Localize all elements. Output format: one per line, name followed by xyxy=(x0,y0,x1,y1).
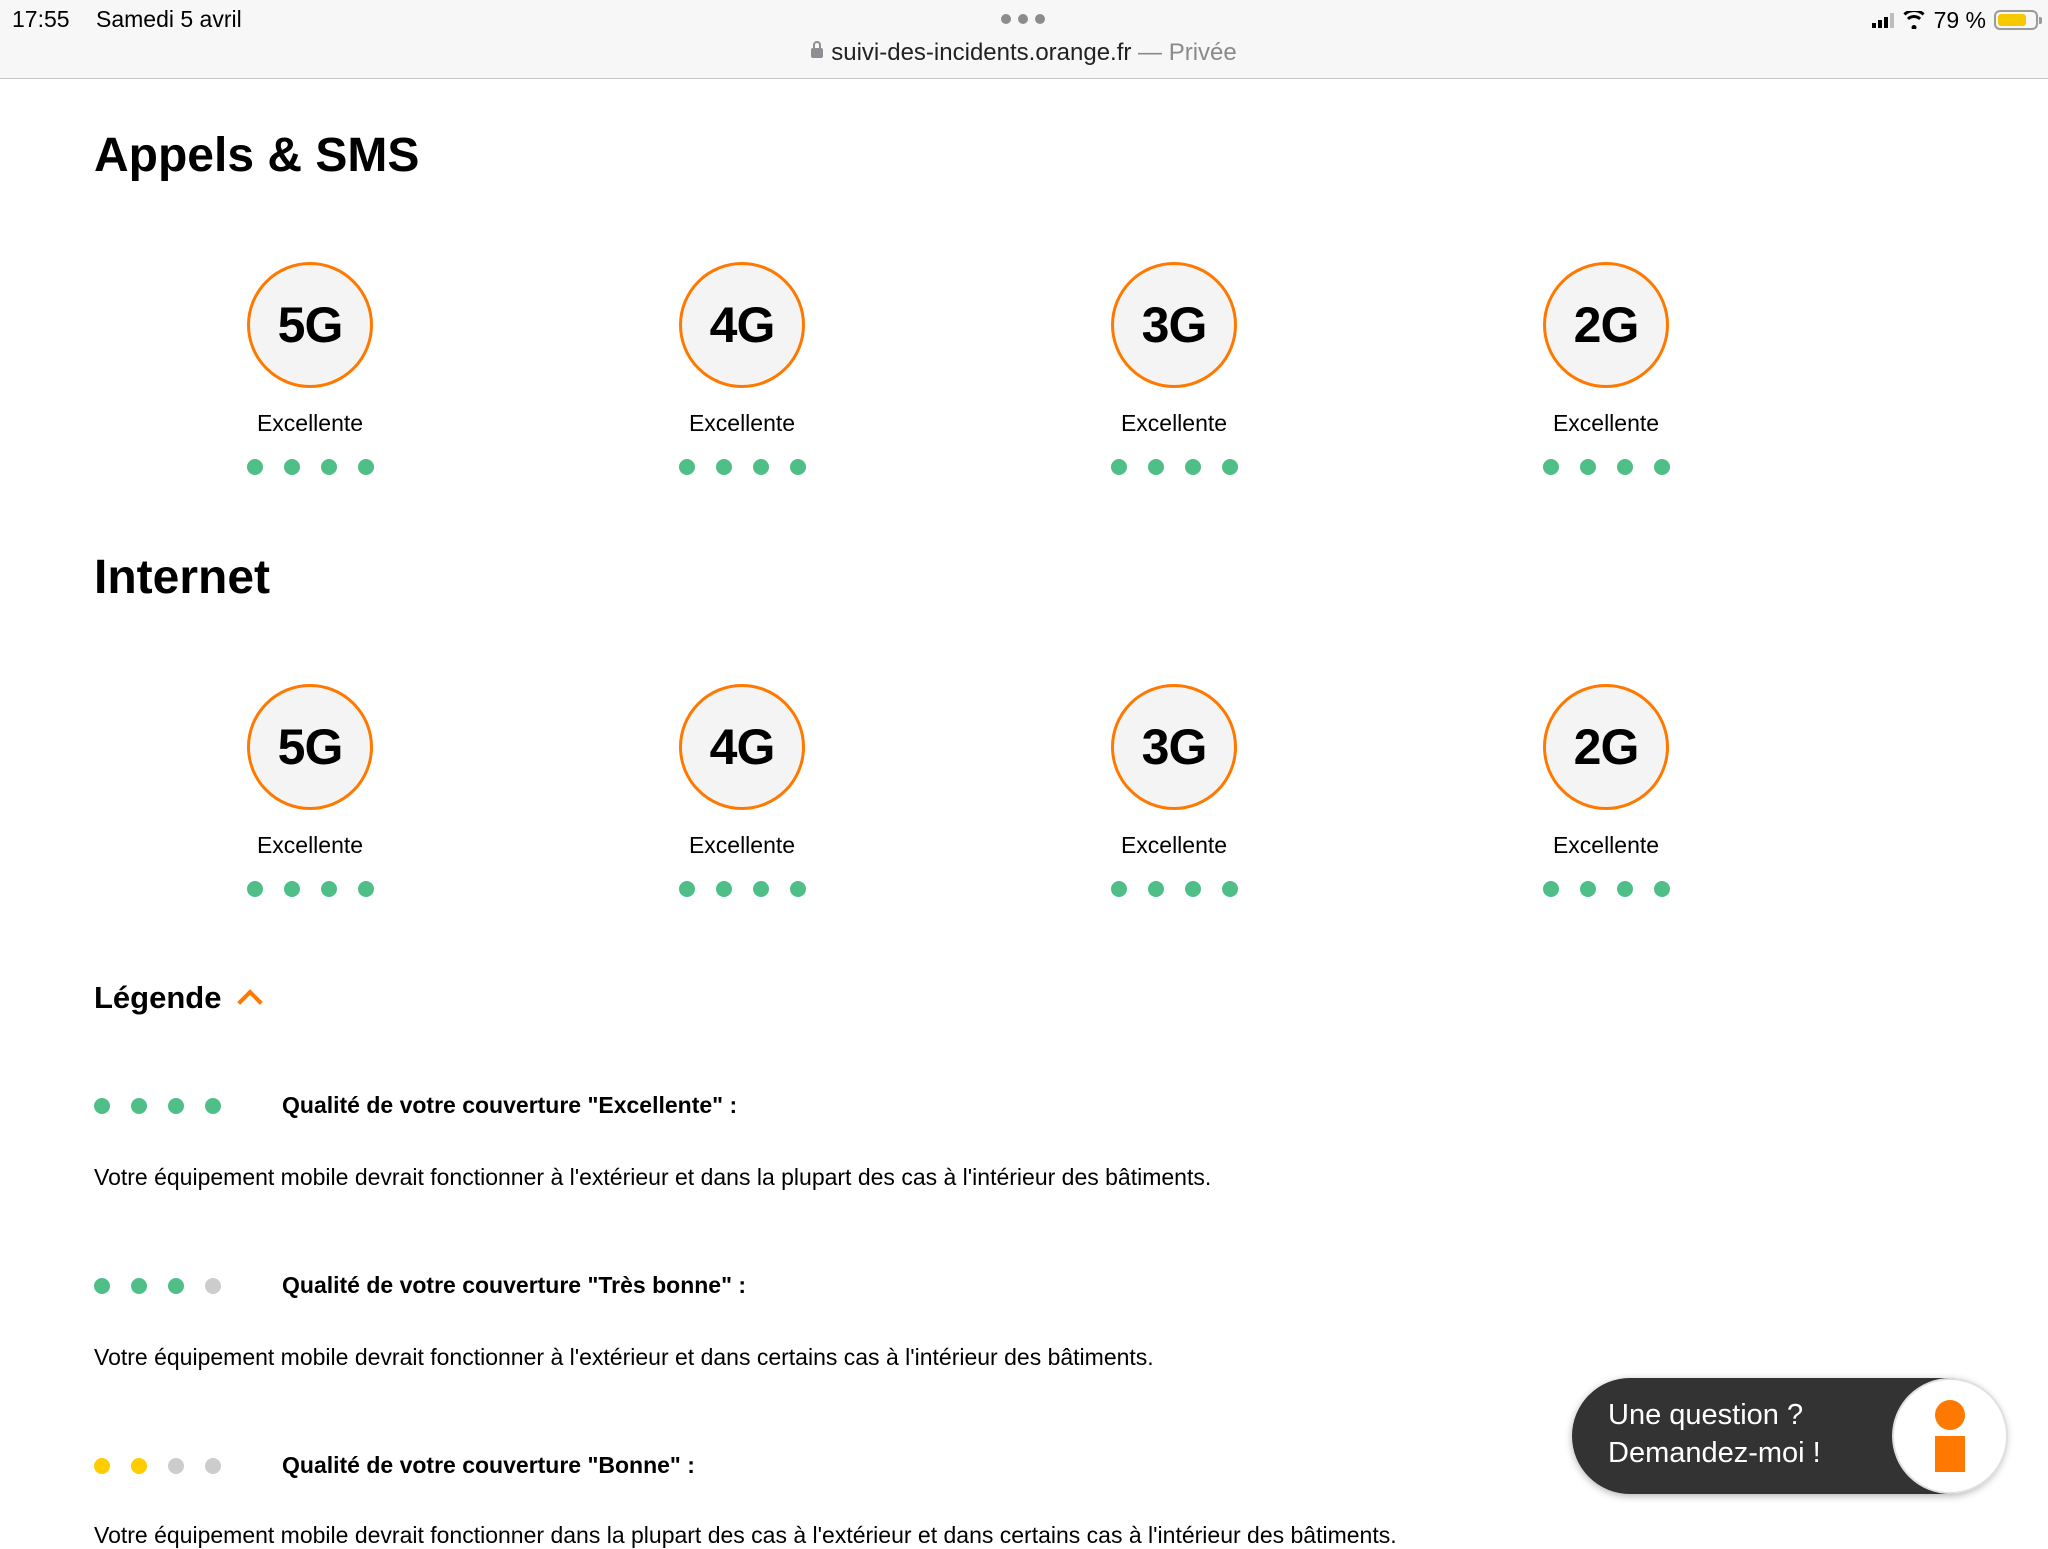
rating-dots xyxy=(592,459,892,475)
info-icon xyxy=(1892,1378,2008,1494)
legend-item-title: Qualité de votre couverture "Bonne" : xyxy=(282,1452,695,1478)
rating-dot-filled xyxy=(1543,881,1559,897)
quality-label: Excellente xyxy=(256,410,364,436)
legend-dot-green xyxy=(131,1098,147,1114)
network-badge: 4G xyxy=(679,684,805,810)
legend-item-description: Votre équipement mobile devrait fonctionner dans la plupart des cas à l'extérieur et dans certains cas à l'intérieur des bâtiments. xyxy=(94,1522,1397,1548)
battery-icon xyxy=(1994,10,2038,30)
chevron-up-icon xyxy=(238,989,263,1014)
rating-dot-filled xyxy=(1185,459,1201,475)
rating-dot-filled xyxy=(1617,459,1633,475)
battery-percent: 79 % xyxy=(1933,6,1986,33)
private-mode-label: Privée xyxy=(1168,39,1237,66)
rating-dot-filled xyxy=(1580,881,1596,897)
browser-top-bar xyxy=(0,0,2048,79)
quality-label: Excellente xyxy=(1552,832,1660,858)
network-badge: 3G xyxy=(1111,684,1237,810)
legend-item-description: Votre équipement mobile devrait fonctionner à l'extérieur et dans certains cas à l'intérieur des bâtiments. xyxy=(94,1344,1154,1370)
rating-dot-filled xyxy=(358,459,374,475)
rating-dot-filled xyxy=(716,459,732,475)
rating-dots xyxy=(160,881,460,897)
rating-dot-filled xyxy=(1543,459,1559,475)
rating-dot-filled xyxy=(790,881,806,897)
quality-label: Excellente xyxy=(688,410,796,436)
network-badge: 2G xyxy=(1543,684,1669,810)
network-card-5g xyxy=(160,262,460,475)
quality-label: Excellente xyxy=(688,832,796,858)
wifi-icon xyxy=(1902,11,1926,29)
chat-assistant-button[interactable] xyxy=(1572,1378,2006,1494)
legend-item-bonne xyxy=(94,1452,695,1479)
cellular-signal-icon xyxy=(1872,12,1894,28)
rating-dot-filled xyxy=(1148,881,1164,897)
network-badge: 5G xyxy=(247,684,373,810)
url-separator: — xyxy=(1131,39,1169,66)
rating-dots xyxy=(1024,459,1324,475)
legend-dot-grey xyxy=(205,1458,221,1474)
rating-dot-filled xyxy=(679,459,695,475)
network-card-4g xyxy=(592,684,892,897)
legend-item-tres-bonne xyxy=(94,1272,746,1299)
quality-label: Excellente xyxy=(1120,832,1228,858)
legend-dot-grey xyxy=(205,1278,221,1294)
legend-dots xyxy=(94,1458,282,1474)
rating-dot-filled xyxy=(321,881,337,897)
rating-dots xyxy=(592,881,892,897)
rating-dots xyxy=(1456,459,1756,475)
legend-dot-green xyxy=(94,1278,110,1294)
network-card-4g xyxy=(592,262,892,475)
legend-dot-green xyxy=(131,1278,147,1294)
network-badge: 2G xyxy=(1543,262,1669,388)
network-card-2g xyxy=(1456,684,1756,897)
status-date: Samedi 5 avril xyxy=(96,6,242,32)
rating-dot-filled xyxy=(1185,881,1201,897)
section-title-calls-sms: Appels & SMS xyxy=(94,129,420,182)
network-card-2g xyxy=(1456,262,1756,475)
legend-item-description: Votre équipement mobile devrait fonctionner à l'extérieur et dans la plupart des cas à l'intérieur des bâtiments. xyxy=(94,1164,1212,1190)
rating-dot-filled xyxy=(247,459,263,475)
chat-text xyxy=(1608,1396,1821,1472)
network-badge: 4G xyxy=(679,262,805,388)
rating-dot-filled xyxy=(1111,459,1127,475)
legend-dot-green xyxy=(168,1278,184,1294)
legend-toggle[interactable] xyxy=(94,980,259,1016)
status-indicators xyxy=(1872,6,2038,34)
section-title-internet: Internet xyxy=(94,551,271,604)
rating-dot-filled xyxy=(284,459,300,475)
quality-label: Excellente xyxy=(1552,410,1660,436)
rating-dot-filled xyxy=(679,881,695,897)
legend-dots xyxy=(94,1098,282,1114)
rating-dots xyxy=(1456,881,1756,897)
legend-item-title: Qualité de votre couverture "Très bonne" : xyxy=(282,1272,747,1298)
rating-dot-filled xyxy=(1654,459,1670,475)
address-bar[interactable] xyxy=(0,39,2048,67)
rating-dot-filled xyxy=(1654,881,1670,897)
quality-label: Excellente xyxy=(1120,410,1228,436)
chat-line-2: Demandez-moi ! xyxy=(1608,1437,1821,1469)
legend-item-excellente xyxy=(94,1092,737,1119)
legend-dot-yellow xyxy=(131,1458,147,1474)
network-card-5g xyxy=(160,684,460,897)
rating-dots xyxy=(1024,881,1324,897)
rating-dot-filled xyxy=(247,881,263,897)
rating-dot-filled xyxy=(1580,459,1596,475)
network-card-3g xyxy=(1024,684,1324,897)
quality-label: Excellente xyxy=(256,832,364,858)
legend-item-title: Qualité de votre couverture "Excellente" : xyxy=(282,1092,738,1118)
rating-dot-filled xyxy=(1222,459,1238,475)
status-time: 17:55 xyxy=(12,6,70,32)
legend-dots xyxy=(94,1278,282,1294)
rating-dots xyxy=(160,459,460,475)
rating-dot-filled xyxy=(1222,881,1238,897)
url-text: suivi-des-incidents.orange.fr xyxy=(831,39,1132,66)
more-options-icon[interactable] xyxy=(1001,14,1045,24)
rating-dot-filled xyxy=(321,459,337,475)
rating-dot-filled xyxy=(1148,459,1164,475)
rating-dot-filled xyxy=(716,881,732,897)
legend-dot-green xyxy=(205,1098,221,1114)
network-badge: 3G xyxy=(1111,262,1237,388)
rating-dot-filled xyxy=(358,881,374,897)
legend-dot-yellow xyxy=(94,1458,110,1474)
rating-dot-filled xyxy=(1111,881,1127,897)
lock-icon xyxy=(811,48,823,58)
rating-dot-filled xyxy=(753,459,769,475)
network-badge: 5G xyxy=(247,262,373,388)
rating-dot-filled xyxy=(1617,881,1633,897)
legend-dot-grey xyxy=(168,1458,184,1474)
legend-dot-green xyxy=(94,1098,110,1114)
legend-title: Légende xyxy=(94,980,222,1015)
rating-dot-filled xyxy=(753,881,769,897)
network-card-3g xyxy=(1024,262,1324,475)
chat-line-1: Une question ? xyxy=(1608,1399,1804,1431)
legend-dot-green xyxy=(168,1098,184,1114)
rating-dot-filled xyxy=(790,459,806,475)
rating-dot-filled xyxy=(284,881,300,897)
